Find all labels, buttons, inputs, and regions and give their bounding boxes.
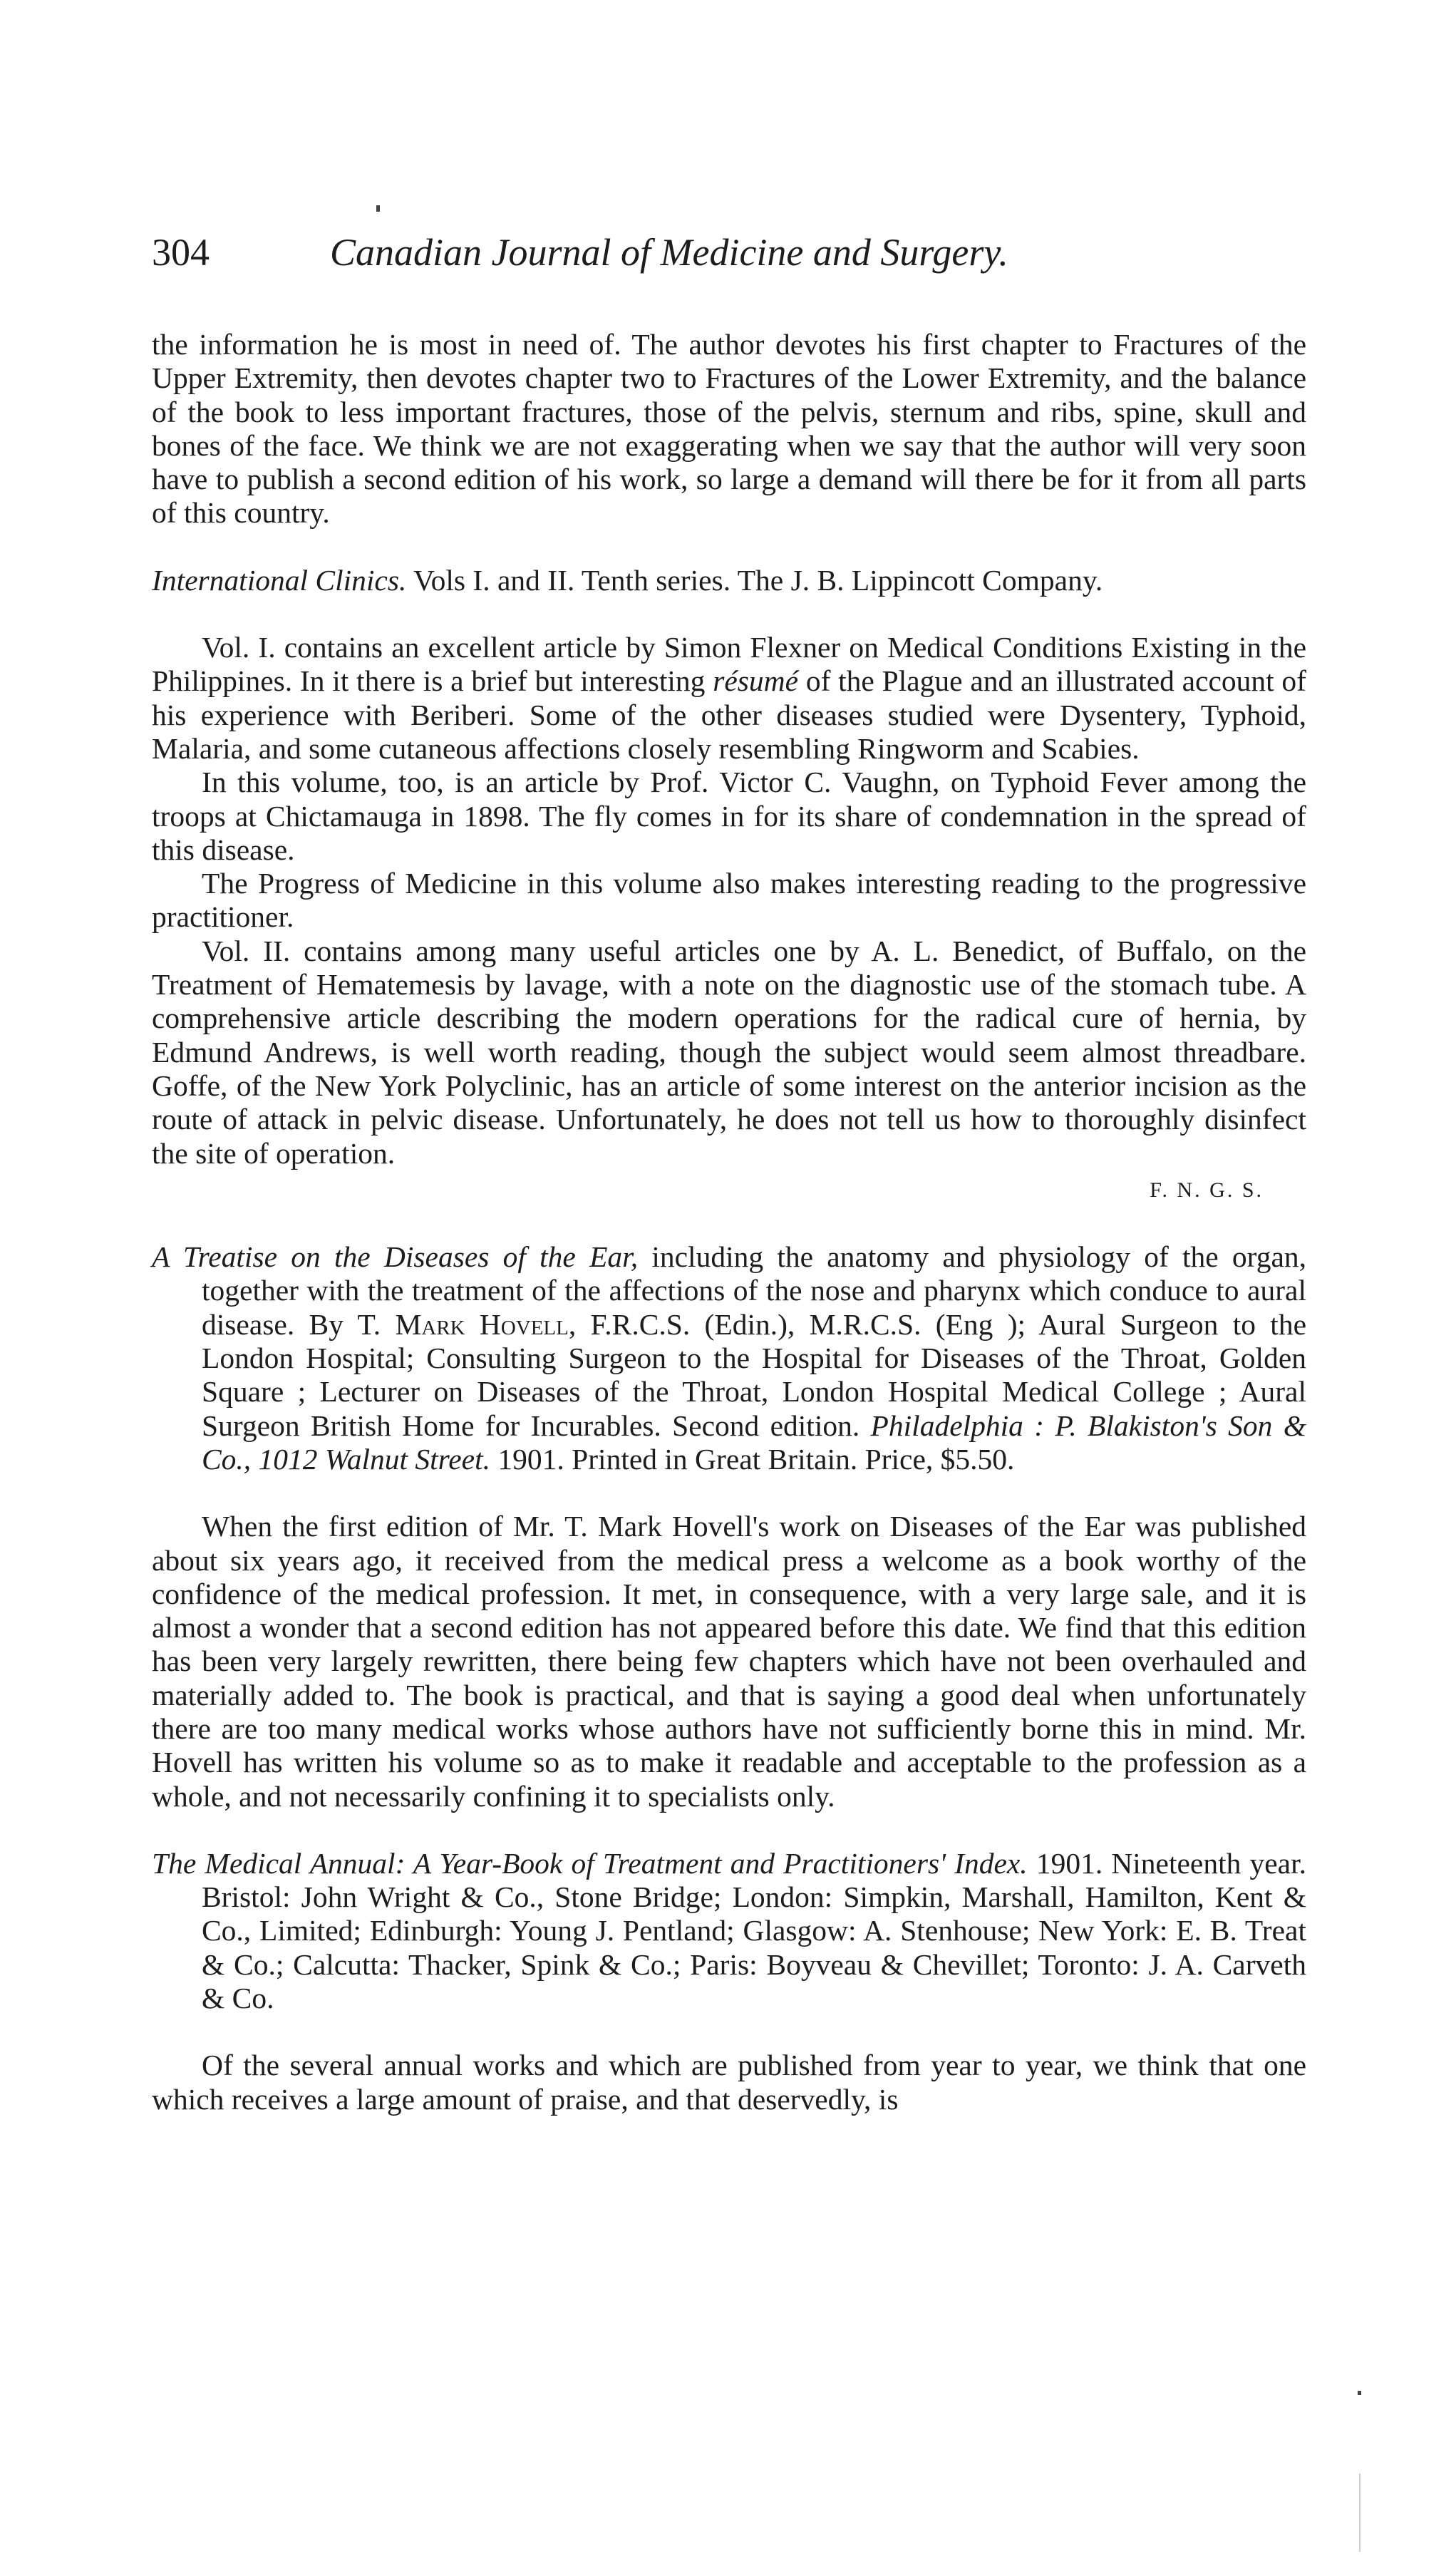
ear-treatise-notice-heading [152,1240,1306,1476]
ear-treatise-review-body: When the first edition of Mr. T. Mark Hovell's work on Diseases of the Ear was published about six years ago, it received from the medical press a welcome as a book worthy of the confidence of the medical profession. It met, in consequence, with a very large sale, and it is almost a wonder that a second edition has not appeared before this date. We find that this edition has been very largely rewritten, there being few chapters which have not been overhauled and materially added to. The book is practical, and that is saying a good deal when unfortunately there are too many medical works whose authors have not sufficiently borne this in mind. Mr. Hovell has written his volume so as to make it readable and acceptable to the profession as a whole, and not necessarily confining it to specialists only. [152,1510,1306,1813]
fractures-review-continuation: the information he is most in need of. The author devotes his first chapter to Fractures of the Upper Extremity, then devotes chapter two to Fractures of the Lower Extremity, and the balance of the book to less important fractures, those of the pelvis, sternum and ribs, spine, skull and bones of the face. We think we are not exaggerating when we say that the author will very soon have to publish a second edition of his work, so large a demand will there be for it from all parts of this country. [152,328,1306,530]
page-body [152,328,1306,2116]
reviewer-signature-row [152,1170,1306,1207]
reviewer-signature: F. N. G. S. [1150,1178,1264,1202]
medical-annual-notice-heading [152,1847,1306,2015]
ear-treatise-credentials: , F.R.C.S. (Edin.), M.R.C.S. (Eng ); Aural Surgeon to the London Hospital; Consulting Surgeon to the Hospital for Diseases of the Throat, Golden Square ; Lecturer on Diseases of the Throat, London Hospital Medical College ; Aural Surgeon British Home for Incurables. Second edition. [202,1307,1306,1442]
medical-annual-review-body: Of the several annual works and which are published from year to year, we think that one which receives a large amount of praise, and that deservedly, is [152,2049,1306,2116]
ink-speck [1358,2391,1361,2395]
clinics-publication-details: Vols I. and II. Tenth series. The J. B. Lippincott Company. [413,563,1103,597]
clinics-notice-heading [152,564,1306,597]
ear-treatise-price: 1901. Printed in Great Britain. Price, $5.50. [497,1442,1015,1476]
page-number: 304 [152,231,210,274]
clinics-paragraph-vaughn: In this volume, too, is an article by Prof. Victor C. Vaughn, on Typhoid Fever among the troops at Chictamauga in 1898. The fly comes in for its share of condemnation in the spread of this disease. [152,766,1306,866]
ear-treatise-publisher: Philadelphia : P. Blakiston's Son & Co., 1012 Walnut Street. [202,1409,1306,1476]
resume-word: résumé [713,664,799,698]
ear-treatise-title: A Treatise on the Diseases of the Ear, [152,1240,639,1274]
medical-annual-title: The Medical Annual: A Year-Book of Treatment and Practitioners' Index. [152,1846,1028,1880]
medical-annual-publication-details: 1901. Nineteenth year. Bristol: John Wright & Co., Stone Bridge; London: Simpkin, Marshall, Hamilton, Kent & Co., Limited; Edinburgh: Young J. Pentland; Glasgow: A. Stenhouse; New York: E. B. Treat & Co.; Calcutta: Thacker, Spink & Co.; Paris: Boyveau & Chevillet; Toronto: J. A. Carveth & Co. [202,1846,1306,2015]
clinics-title: International Clinics. [152,563,407,597]
edge-mark [1359,2473,1361,2552]
clinics-paragraph-vol1 [152,631,1306,766]
clinics-paragraph-vol2: Vol. II. contains among many useful articles one by A. L. Benedict, of Buffalo, on the Treatment of Hematemesis by lavage, with a note on the diagnostic use of the stomach tube. A comprehensive article describing the modern operations for the radical cure of hernia, by Edmund Andrews, is well worth reading, though the subject would seem almost threadbare. Goffe, of the New York Polyclinic, has an article of some interest on the anterior incision as the route of attack in pelvic disease. Unfortunately, he does not tell us how to thoroughly disinfect the site of operation. [152,934,1306,1170]
ear-treatise-author: Mark Hovell [395,1307,569,1341]
running-header [152,227,1306,278]
clinics-vol1-text-b: of the Plague and an illustrated account of his experience with Beriberi. Some of the other diseases studied were Dysentery, Typhoid, Malaria, and some cutaneous affections closely resembling Ringworm and Scabies. [152,664,1307,765]
clinics-vol1-text-a: Vol. I. contains an excellent article by Simon Flexner on Medical Conditions Existing in the Philippines. In it there is a brief but interesting [152,631,1306,698]
ink-speck [376,205,380,212]
clinics-paragraph-progress: The Progress of Medicine in this volume also makes interesting reading to the progressive practitioner. [152,867,1306,934]
journal-title: Canadian Journal of Medicine and Surgery. [330,231,1008,274]
ear-treatise-description: including the anatomy and physiology of the organ, together with the treatment of the affections of the nose and pharynx which conduce to aural disease. By T. [202,1240,1307,1341]
